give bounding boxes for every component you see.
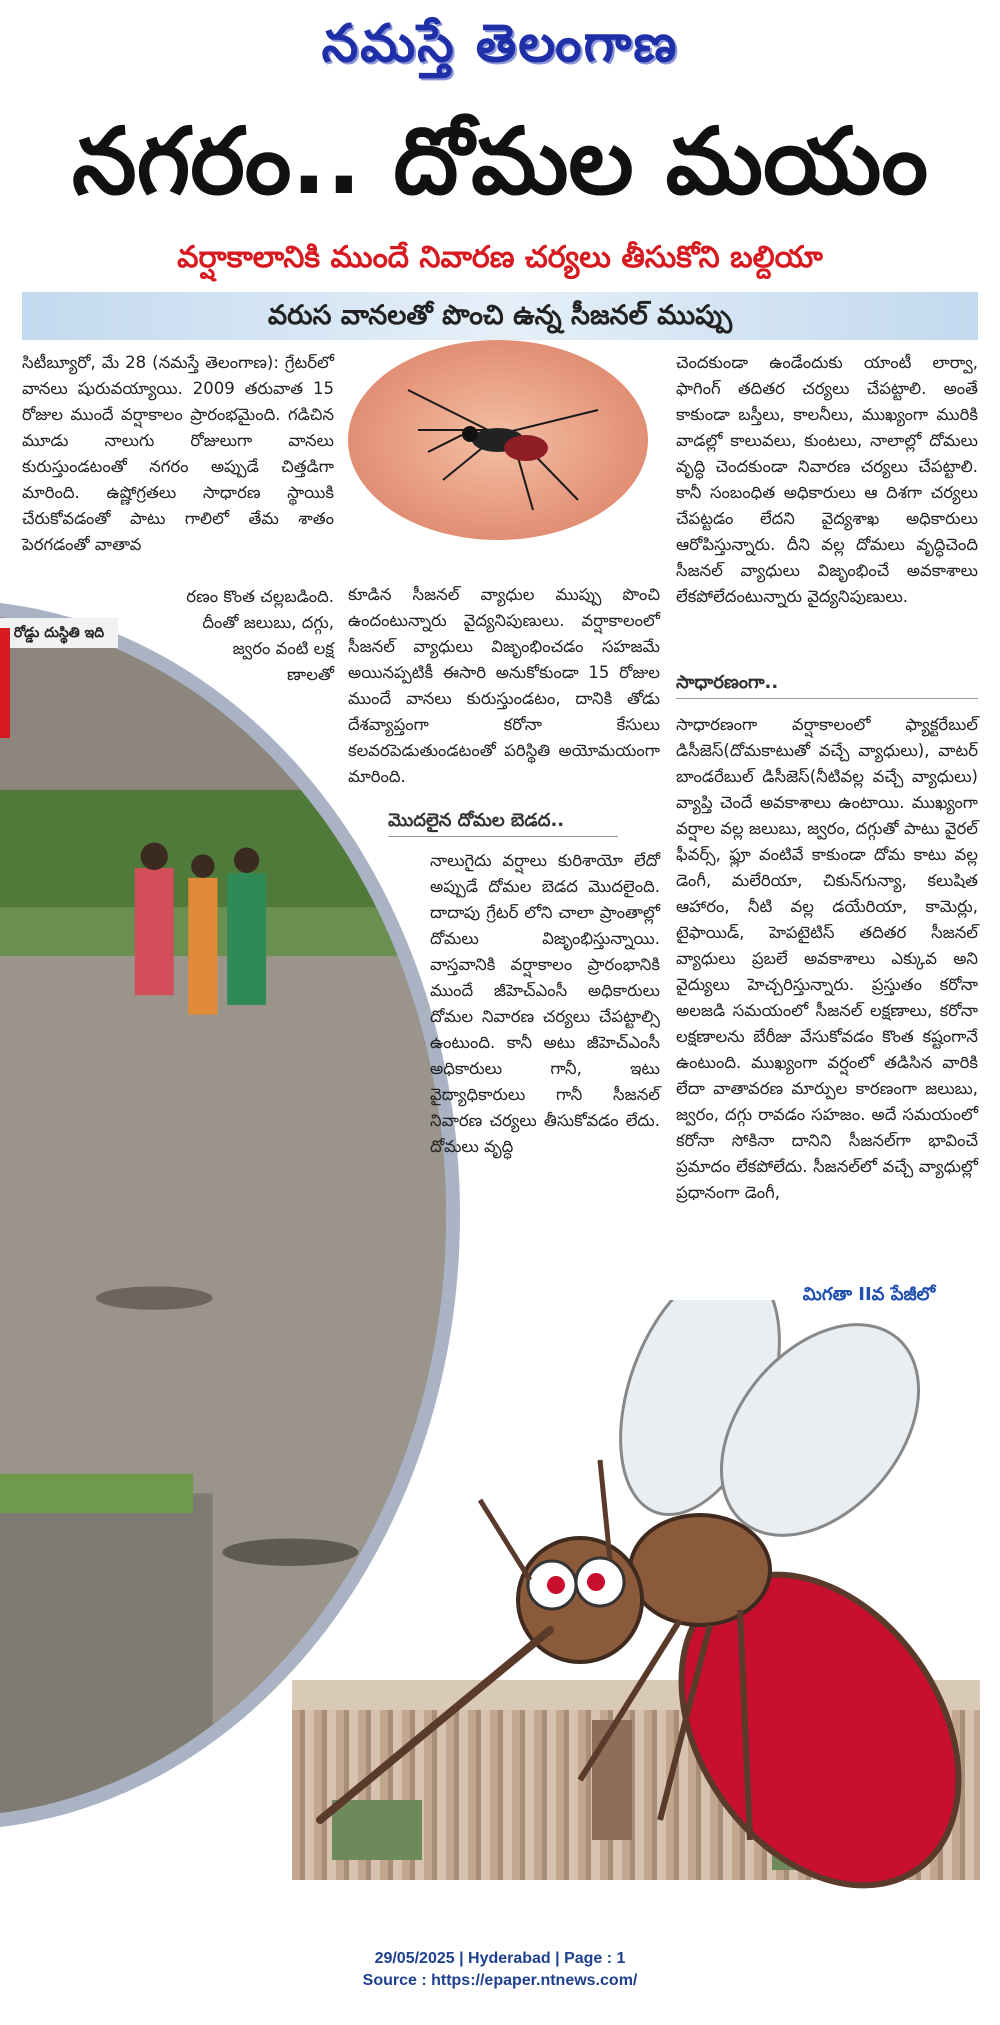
- cartoon-mosquito-illustration: [280, 1300, 980, 1900]
- col1-tail-3: [180, 636, 334, 662]
- col1-tail-4: [210, 662, 334, 688]
- col1-para3: దీంతో జలుబు, దగ్గు,: [202, 613, 334, 632]
- footer: [0, 1948, 1000, 1992]
- column-2-top: [348, 582, 660, 790]
- section-head-mosquito-menace: మొదలైన దోమల బెడద..: [388, 806, 618, 837]
- col3-para1: చెందకుండా ఉండేందుకు యాంటీ లార్వా, ఫాగింగ్ తదితర చర్యలు చేపట్టాలి. అంతే కాకుండా బస్తీలు, కాలనీలు, ముఖ్యంగా మురికి వాడల్లో కాలువలు, కుంటలు, నాలాల్లో దోమలు వృద్ధి చెందకుండా నివారణ చర్యలు చేపట్టాలి. కానీ సంబంధిత అధికారులు ఆ దిశగా చర్యలు చేపట్టడం లేదని వైద్యశాఖ అధికారులు ఆరోపిస్తున్నారు. దీని వల్ల దోమలు వృద్ధిచెంది సీజనల్ వ్యాధులు విజృంభించే అవకాశాలు లేకపోలేదంటున్నారు వైద్యనిపుణులు.: [676, 353, 978, 606]
- kicker-band: వరుస వానలతో పొంచి ఉన్న సీజనల్ ముప్పు: [22, 292, 978, 340]
- footer-source-link[interactable]: Source : https://epaper.ntnews.com/: [362, 1972, 638, 1989]
- column-3-bottom: [676, 712, 978, 1206]
- headline: నగరం.. దోమల మయం: [72, 108, 928, 215]
- footer-date-line: 29/05/2025 | Hyderabad | Page : 1: [374, 1950, 626, 1967]
- col1-para1: సిటీబ్యూరో, మే 28 (నమస్తే తెలంగాణ): గ్రేటర్‌లో వానలు షురువయ్యాయి. 2009 తరువాత 15 రోజుల ముందే వర్షాకాలం ప్రారంభమైంది. గడిచిన మూడు నాలుగు రోజులుగా వానలు కురుస్తుండటంతో నగరం అప్పుడే చిత్తడిగా మారింది. ఉష్ణోగ్రతలు సాధారణ స్థాయికి చేరుకోవడంతో పాటు గాలిలో తేమ శాతం పెరగడంతో వాతావ: [22, 353, 335, 554]
- col2-para2: నాలుగైదు వర్షాలు కురిశాయో లేదో అప్పుడే దోమల బెడద మొదలైంది. దాదాపు గ్రేటర్ లోని చాలా ప్రాంతాల్లో దోమలు విజృంభిస్తున్నాయి. వాస్తవానికి వర్షాకాలం ప్రారంభానికి ముందే జీహెచ్‌ఎంసీ అధికారులు దోమల నివారణ చర్యలు చేపట్టాల్సి ఉంటుంది. కానీ అటు జీహెచ్‌ఎంసీ అధికారులు గానీ, ఇటు వైద్యాధికారులు గానీ సీజనల్ నివారణ చర్యలు తీసుకోవడం లేదు. దోమలు వృద్ధి: [430, 851, 660, 1156]
- column-3-top: [676, 350, 978, 610]
- masthead-logo: నమస్తే తెలంగాణ: [321, 13, 679, 74]
- section-head-generally: సాధారణంగా..: [676, 668, 978, 699]
- photo-caption: రోడ్డు దుస్థితి ఇది: [0, 618, 118, 648]
- col1-para5: ణాలతో: [286, 665, 334, 684]
- col1-para4: జ్వరం వంటి లక్ష: [232, 639, 334, 658]
- red-accent-mark: [0, 628, 10, 738]
- col1-tail-2: [150, 610, 334, 636]
- col3-para2: సాధారణంగా వర్షాకాలంలో ఫ్యాక్టరేబుల్ డిసీజెస్(దోమకాటుతో వచ్చే వ్యాధులు), వాటర్ బాండరేబుల్ డిసీజెస్(నీటివల్ల వచ్చే వ్యాధులు) వ్యాప్తి చెందే అవకాశాలు ఉంటాయి. ముఖ్యంగా వర్షాల వల్ల జలుబు, జ్వరం, దగ్గుతో పాటు వైరల్ ఫీవర్స్, ఫ్లూ వంటివే కాకుండా దోమ కాటు వల్ల డెంగీ, మలేరియా, చికున్‌గున్యా, కలుషిత ఆహారం, నీటి వల్ల డయేరియా, కామెర్లు, టైఫాయిడ్, హెపటైటిస్ తదితర సీజనల్ వ్యాధులు ప్రబలే అవకాశాలు ఎక్కువ అని వైద్యులు హెచ్చరిస్తున్నారు. ప్రస్తుతం కరోనా అలజడి సమయంలో సీజనల్ లక్షణాలు, కరోనా లక్షణాలను బేరీజు వేసుకోవడం కొంత కష్టంగానే ఉంటుంది. ముఖ్యంగా వర్షంలో తడిసిన వారికి లేదా వాతావరణ మార్పుల కారణంగా జలుబు, జ్వరం, దగ్గు రావడం సహజం. అదే సమయంలో కరోనా సోకినా దానిని సీజనల్‌గా భావించే ప్రమాదం లేకపోలేదు. సీజనల్‌లో వచ్చే వ్యాధుల్లో ప్రధానంగా డెంగీ,: [676, 715, 978, 1202]
- col1-para2: రణం కొంత చల్లబడింది.: [186, 587, 334, 606]
- col1-tail-1: [112, 584, 334, 610]
- mosquito-photo: [348, 340, 648, 540]
- subheadline: వర్షాకాలానికి ముందే నివారణ చర్యలు తీసుకోని బల్దియా: [177, 240, 823, 275]
- col2-para1: కూడిన సీజనల్ వ్యాధుల ముప్పు పొంచి ఉందంటున్నారు వైద్యనిపుణులు. వర్షాకాలంలో సీజనల్ వ్యాధులు విజృంభించడం సహజమే అయినప్పటికీ ఈసారి అనుకోకుండా 15 రోజుల ముందే వానలు కురుస్తుండటం, దానికి తోడు దేశవ్యాప్తంగా కరోనా కేసులు కలవరపెడుతుండటంతో పరిస్థితి అయోమయంగా మారింది.: [348, 585, 660, 786]
- column-2-bottom: [430, 848, 660, 1160]
- column-1: [22, 350, 334, 558]
- continued-note: మిగతా IIవ పేజీలో: [802, 1284, 936, 1305]
